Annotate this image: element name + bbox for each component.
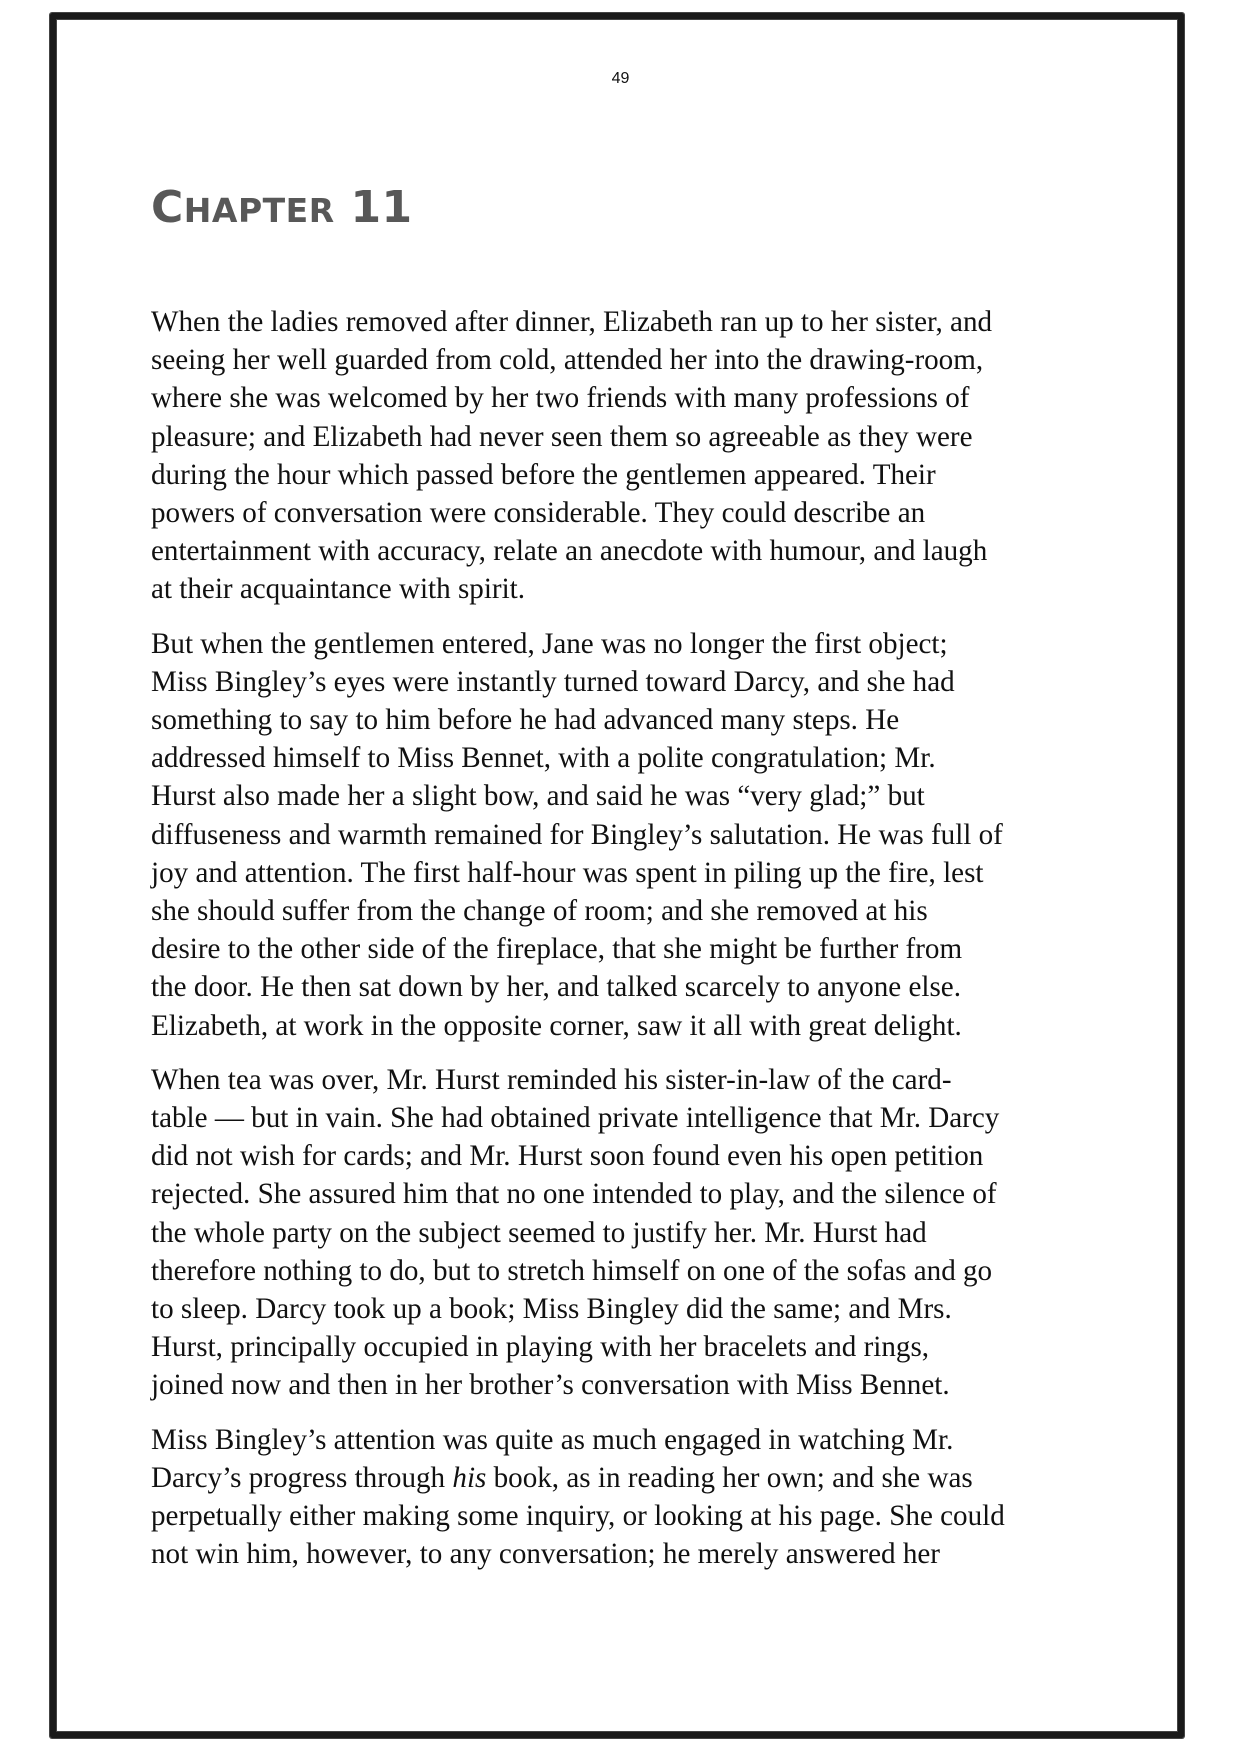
text-segment: book, as in reading her own; and she was bbox=[486, 1461, 973, 1494]
text-line: entertainment with accuracy, relate an anecdote with humour, and laugh bbox=[151, 535, 988, 568]
text-line: rejected. She assured him that no one intended to play, and the silence of bbox=[151, 1178, 997, 1211]
page-number: 49 bbox=[611, 70, 630, 87]
chapter-heading-cap: C bbox=[151, 182, 184, 233]
text-line: joy and attention. The first half-hour was spent in piling up the fire, lest bbox=[151, 856, 984, 889]
chapter-body bbox=[151, 303, 1101, 1590]
text-line: at their acquaintance with spirit. bbox=[151, 573, 526, 606]
text-line: Elizabeth, at work in the opposite corner, saw it all with great delight. bbox=[151, 1009, 962, 1042]
text-line: desire to the other side of the fireplace, that she might be further from bbox=[151, 933, 963, 966]
chapter-number: 11 bbox=[350, 182, 413, 233]
paragraph bbox=[151, 1061, 1101, 1405]
text-line: powers of conversation were considerable. They could describe an bbox=[151, 497, 926, 530]
text-line: she should suffer from the change of room; and she removed at his bbox=[151, 895, 928, 928]
emphasis-text: his bbox=[452, 1461, 487, 1494]
text-line: therefore nothing to do, but to stretch himself on one of the sofas and go bbox=[151, 1254, 993, 1287]
text-line: something to say to him before he had advanced many steps. He bbox=[151, 704, 900, 737]
text-line: during the hour which passed before the gentlemen appeared. Their bbox=[151, 458, 936, 491]
text-line: the whole party on the subject seemed to justify her. Mr. Hurst had bbox=[151, 1216, 927, 1249]
paragraph bbox=[151, 303, 1101, 609]
text-line: seeing her well guarded from cold, attended her into the drawing-room, bbox=[151, 344, 984, 377]
text-line: pleasure; and Elizabeth had never seen them so agreeable as they were bbox=[151, 420, 973, 453]
text-line: diffuseness and warmth remained for Bingley’s salutation. He was full of bbox=[151, 818, 1003, 851]
text-line: table — but in vain. She had obtained private intelligence that Mr. Darcy bbox=[151, 1102, 1000, 1135]
paragraph bbox=[151, 625, 1101, 1045]
chapter-heading bbox=[151, 182, 413, 233]
text-line: the door. He then sat down by her, and talked scarcely to anyone else. bbox=[151, 971, 961, 1004]
text-line: When the ladies removed after dinner, Elizabeth ran up to her sister, and bbox=[151, 306, 993, 338]
text-line: Miss Bingley’s attention was quite as much engaged in watching Mr. bbox=[151, 1423, 954, 1456]
text-line: did not wish for cards; and Mr. Hurst soon found even his open petition bbox=[151, 1140, 984, 1173]
chapter-heading-smallcaps: HAPTER bbox=[183, 191, 335, 230]
text-line bbox=[151, 1459, 1101, 1497]
text-line: where she was welcomed by her two friends with many professions of bbox=[151, 382, 970, 415]
text-line: perpetually either making some inquiry, or looking at his page. She could bbox=[151, 1500, 1005, 1533]
text-line: Miss Bingley’s eyes were instantly turned toward Darcy, and she had bbox=[151, 665, 955, 698]
text-line: not win him, however, to any conversation; he merely answered her bbox=[151, 1538, 940, 1571]
paragraph bbox=[151, 1421, 1101, 1574]
text-line: When tea was over, Mr. Hurst reminded his sister-in-law of the card- bbox=[151, 1063, 952, 1096]
text-line: But when the gentlemen entered, Jane was no longer the first object; bbox=[151, 627, 948, 660]
text-line: joined now and then in her brother’s conversation with Miss Bennet. bbox=[151, 1369, 950, 1402]
text-segment: Darcy’s progress through bbox=[151, 1461, 453, 1494]
text-line: addressed himself to Miss Bennet, with a polite congratulation; Mr. bbox=[151, 742, 936, 775]
text-line: to sleep. Darcy took up a book; Miss Bingley did the same; and Mrs. bbox=[151, 1293, 952, 1326]
text-line: Hurst also made her a slight bow, and said he was “very glad;” but bbox=[151, 780, 925, 813]
text-line: Hurst, principally occupied in playing with her bracelets and rings, bbox=[151, 1331, 930, 1364]
